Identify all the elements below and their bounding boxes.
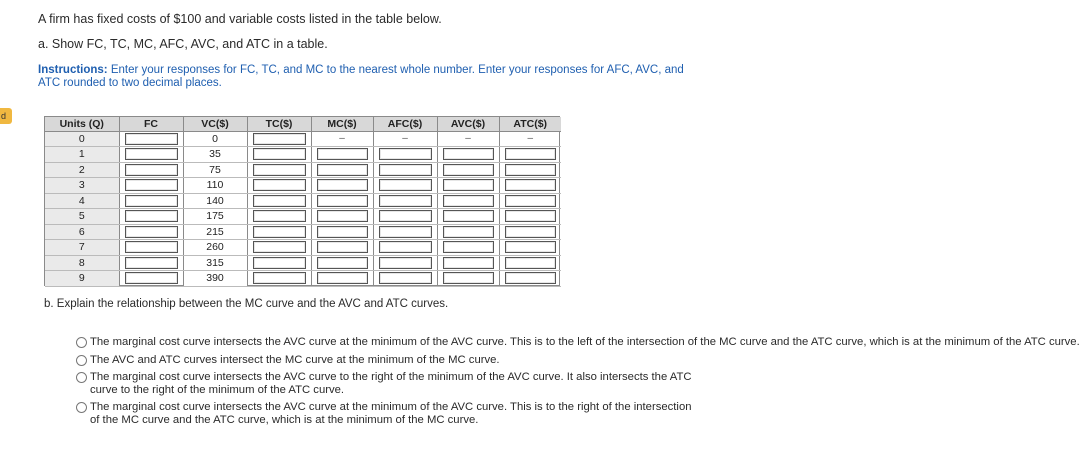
tc-cell — [247, 271, 311, 287]
afc-cell — [373, 193, 437, 209]
tc-input[interactable] — [253, 179, 306, 191]
mc-cell — [311, 255, 373, 271]
mc-input[interactable] — [317, 257, 368, 269]
atc-input[interactable] — [505, 241, 557, 253]
mc-input[interactable] — [317, 148, 368, 160]
table-row — [45, 178, 561, 194]
fc-input[interactable] — [125, 210, 178, 222]
tc-input[interactable] — [253, 241, 306, 253]
answer-option-4[interactable] — [76, 401, 700, 426]
instructions-text: Enter your responses for FC, TC, and MC to the nearest whole number. Enter your responses for AFC, AVC, and ATC rounded to two decimal places. — [38, 64, 684, 89]
tc-cell — [247, 131, 311, 147]
afc-input[interactable] — [379, 272, 432, 284]
atc-cell — [499, 209, 561, 225]
avc-cell — [437, 255, 499, 271]
fc-cell — [119, 240, 183, 256]
afc-input[interactable] — [379, 179, 432, 191]
vc-cell: 140 — [183, 193, 247, 209]
vc-cell: 75 — [183, 162, 247, 178]
fc-cell — [119, 209, 183, 225]
afc-input[interactable] — [379, 148, 432, 160]
avc-input[interactable] — [443, 257, 494, 269]
vc-cell: 390 — [183, 271, 247, 287]
avc-input[interactable] — [443, 148, 494, 160]
units-cell: 9 — [45, 271, 119, 287]
vc-cell: 215 — [183, 224, 247, 240]
avc-input[interactable] — [443, 195, 494, 207]
tc-input[interactable] — [253, 148, 306, 160]
atc-input[interactable] — [505, 148, 557, 160]
units-cell: 1 — [45, 147, 119, 163]
fc-input[interactable] — [125, 179, 178, 191]
atc-input[interactable] — [505, 195, 557, 207]
answer-option-1[interactable] — [76, 336, 1080, 349]
atc-cell — [499, 193, 561, 209]
fc-input[interactable] — [125, 226, 178, 238]
atc-input[interactable] — [505, 272, 557, 284]
atc-cell — [499, 255, 561, 271]
side-tab: d — [0, 108, 12, 124]
header-mc: MC($) — [311, 117, 373, 131]
tc-cell — [247, 224, 311, 240]
mc-input[interactable] — [317, 195, 368, 207]
mc-cell — [311, 147, 373, 163]
fc-cell — [119, 193, 183, 209]
afc-input[interactable] — [379, 226, 432, 238]
atc-cell — [499, 178, 561, 194]
answer-option-text: The marginal cost curve intersects the AVC curve to the right of the minimum of the AVC curve. It also intersects the ATC curve to the right of the minimum of the ATC curve. — [90, 371, 692, 396]
atc-cell — [499, 224, 561, 240]
answer-option-text: The marginal cost curve intersects the AVC curve at the minimum of the AVC curve. This is to the right of the intersection of the MC curve and the ATC curve, which is at the minimum of the MC curve. — [90, 401, 692, 426]
tc-input[interactable] — [253, 164, 306, 176]
fc-cell — [119, 271, 183, 287]
tc-input[interactable] — [253, 210, 306, 222]
table-row — [45, 162, 561, 178]
question-intro: A firm has fixed costs of $100 and variable costs listed in the table below. — [38, 12, 442, 26]
avc-cell — [437, 131, 499, 147]
instructions — [38, 64, 698, 90]
header-tc: TC($) — [247, 117, 311, 131]
header-units: Units (Q) — [45, 117, 119, 131]
fc-input[interactable] — [125, 241, 178, 253]
answer-option-3[interactable] — [76, 371, 700, 396]
units-cell: 4 — [45, 193, 119, 209]
tc-input[interactable] — [253, 195, 306, 207]
afc-cell — [373, 209, 437, 225]
radio-button[interactable] — [76, 337, 87, 348]
vc-cell: 260 — [183, 240, 247, 256]
tc-cell — [247, 193, 311, 209]
mc-input[interactable] — [317, 179, 368, 191]
avc-input[interactable] — [443, 164, 494, 176]
vc-cell: 110 — [183, 178, 247, 194]
atc-cell — [499, 162, 561, 178]
part-b-prompt: b. Explain the relationship between the MC curve and the AVC and ATC curves. — [44, 298, 449, 310]
header-atc: ATC($) — [499, 117, 561, 131]
vc-cell: 0 — [183, 131, 247, 147]
afc-cell — [373, 255, 437, 271]
fc-cell — [119, 147, 183, 163]
instructions-lead: Instructions: — [38, 64, 108, 76]
mc-input[interactable] — [317, 241, 368, 253]
avc-cell — [437, 271, 499, 287]
answer-option-text: The marginal cost curve intersects the AVC curve at the minimum of the AVC curve. This is to the left of the intersection of the MC curve and the ATC curve, which is at the minimum of the ATC curve. — [90, 336, 1080, 348]
avc-cell — [437, 178, 499, 194]
afc-input[interactable] — [379, 164, 432, 176]
answer-option-text: The AVC and ATC curves intersect the MC curve at the minimum of the MC curve. — [90, 353, 500, 366]
afc-cell — [373, 224, 437, 240]
atc-input[interactable] — [505, 257, 557, 269]
afc-input[interactable] — [379, 195, 432, 207]
radio-button[interactable] — [76, 372, 87, 383]
part-a-prompt: a. Show FC, TC, MC, AFC, AVC, and ATC in a table. — [38, 37, 328, 51]
tc-input[interactable] — [253, 133, 306, 145]
not-applicable-marker: – — [465, 132, 471, 144]
afc-input[interactable] — [379, 241, 432, 253]
mc-input[interactable] — [317, 164, 368, 176]
avc-cell — [437, 193, 499, 209]
avc-input[interactable] — [443, 241, 494, 253]
fc-cell — [119, 162, 183, 178]
atc-cell — [499, 271, 561, 287]
units-cell: 3 — [45, 178, 119, 194]
units-cell: 6 — [45, 224, 119, 240]
mc-cell — [311, 209, 373, 225]
units-cell: 8 — [45, 255, 119, 271]
fc-input[interactable] — [125, 148, 178, 160]
header-afc: AFC($) — [373, 117, 437, 131]
not-applicable-marker: – — [402, 132, 408, 144]
fc-cell — [119, 178, 183, 194]
atc-input[interactable] — [505, 210, 557, 222]
table-row — [45, 224, 561, 240]
tc-cell — [247, 178, 311, 194]
table-body — [45, 131, 561, 286]
avc-input[interactable] — [443, 226, 494, 238]
tc-cell — [247, 147, 311, 163]
not-applicable-marker: – — [527, 132, 534, 144]
afc-cell — [373, 147, 437, 163]
vc-cell: 175 — [183, 209, 247, 225]
afc-input[interactable] — [379, 210, 432, 222]
avc-cell — [437, 240, 499, 256]
tc-cell — [247, 240, 311, 256]
atc-input[interactable] — [505, 226, 557, 238]
units-cell: 2 — [45, 162, 119, 178]
afc-cell — [373, 162, 437, 178]
mc-cell — [311, 193, 373, 209]
fc-input[interactable] — [125, 195, 178, 207]
tc-input[interactable] — [253, 257, 306, 269]
mc-input[interactable] — [317, 210, 368, 222]
atc-cell — [499, 147, 561, 163]
fc-input[interactable] — [125, 164, 178, 176]
avc-cell — [437, 147, 499, 163]
vc-cell: 35 — [183, 147, 247, 163]
units-cell: 0 — [45, 131, 119, 147]
fc-cell — [119, 224, 183, 240]
fc-cell — [119, 255, 183, 271]
afc-cell — [373, 178, 437, 194]
avc-cell — [437, 162, 499, 178]
mc-cell — [311, 162, 373, 178]
fc-input[interactable] — [125, 133, 178, 145]
atc-input[interactable] — [505, 179, 557, 191]
afc-cell — [373, 131, 437, 147]
atc-cell — [499, 131, 561, 147]
units-cell: 5 — [45, 209, 119, 225]
header-avc: AVC($) — [437, 117, 499, 131]
tc-cell — [247, 209, 311, 225]
table-header-row — [45, 117, 561, 131]
mc-input[interactable] — [317, 226, 368, 238]
atc-input[interactable] — [505, 164, 557, 176]
answer-option-2[interactable] — [76, 354, 700, 367]
header-fc: FC — [119, 117, 183, 131]
avc-input[interactable] — [443, 179, 494, 191]
table-row — [45, 131, 561, 147]
afc-cell — [373, 240, 437, 256]
table-row — [45, 193, 561, 209]
tc-cell — [247, 162, 311, 178]
avc-input[interactable] — [443, 272, 494, 284]
tc-input[interactable] — [253, 272, 306, 284]
mc-cell — [311, 271, 373, 287]
answer-options — [76, 336, 1080, 426]
avc-cell — [437, 209, 499, 225]
tc-cell — [247, 255, 311, 271]
table-row — [45, 255, 561, 271]
header-vc: VC($) — [183, 117, 247, 131]
table-row — [45, 271, 561, 287]
mc-cell — [311, 240, 373, 256]
avc-cell — [437, 224, 499, 240]
table-row — [45, 240, 561, 256]
mc-input[interactable] — [317, 272, 368, 284]
mc-cell — [311, 178, 373, 194]
not-applicable-marker: – — [339, 132, 345, 144]
avc-input[interactable] — [443, 210, 494, 222]
mc-cell — [311, 224, 373, 240]
afc-input[interactable] — [379, 257, 432, 269]
fc-input[interactable] — [125, 272, 178, 284]
atc-cell — [499, 240, 561, 256]
mc-cell — [311, 131, 373, 147]
radio-button[interactable] — [76, 355, 87, 366]
table-row — [45, 147, 561, 163]
table-row — [45, 209, 561, 225]
radio-button[interactable] — [76, 402, 87, 413]
fc-input[interactable] — [125, 257, 178, 269]
cost-table — [44, 116, 560, 286]
vc-cell: 315 — [183, 255, 247, 271]
tc-input[interactable] — [253, 226, 306, 238]
afc-cell — [373, 271, 437, 287]
fc-cell — [119, 131, 183, 147]
units-cell: 7 — [45, 240, 119, 256]
